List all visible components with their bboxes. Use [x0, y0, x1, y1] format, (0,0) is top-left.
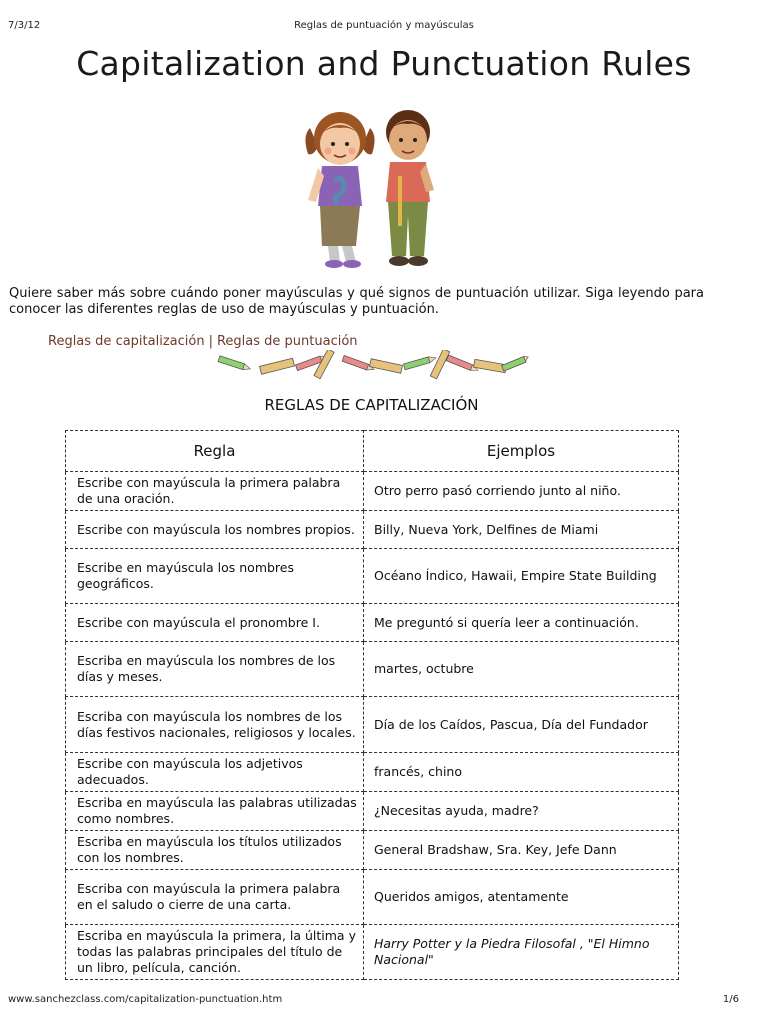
table-row — [66, 472, 679, 511]
table-header-row — [66, 431, 679, 472]
rule-cell: Escriba en mayúscula los títulos utilizados con los nombres. — [66, 831, 364, 870]
rule-cell: Escribe con mayúscula los adjetivos adecuados. — [66, 753, 364, 792]
section-links — [48, 334, 358, 349]
table-row — [66, 697, 679, 753]
example-cell: Día de los Caídos, Pascua, Día del Fundador — [364, 697, 679, 753]
rule-cell: Escribe con mayúscula los nombres propios. — [66, 511, 364, 549]
table-row — [66, 604, 679, 642]
pencil-ruler-divider — [214, 350, 530, 384]
table-row — [66, 511, 679, 549]
link-capitalization-rules[interactable]: Reglas de capitalización — [48, 334, 205, 349]
rule-cell: Escribe con mayúscula la primera palabra de una oración. — [66, 472, 364, 511]
table-row — [66, 753, 679, 792]
rule-cell: Escriba en mayúscula las palabras utilizadas como nombres. — [66, 792, 364, 831]
girl-figure — [305, 112, 374, 268]
intro-paragraph: Quiere saber más sobre cuándo poner mayúsculas y qué signos de puntuación utilizar. Siga leyendo para conocer las diferentes reglas de uso de mayúsculas y puntuación. — [9, 286, 704, 317]
banner-heading: Capitalization and Punctuation Rules — [76, 44, 692, 83]
example-cell: francés, chino — [364, 753, 679, 792]
example-cell: General Bradshaw, Sra. Key, Jefe Dann — [364, 831, 679, 870]
example-cell: ¿Necesitas ayuda, madre? — [364, 792, 679, 831]
capitalization-rules-table — [65, 430, 679, 980]
print-date: 7/3/12 — [8, 20, 41, 31]
rule-cell: Escriba en mayúscula la primera, la última y todas las palabras principales del título de un libro, película, canción. — [66, 925, 364, 980]
example-cell: Billy, Nueva York, Delfines de Miami — [364, 511, 679, 549]
table-row — [66, 549, 679, 604]
table-row — [66, 870, 679, 925]
print-page-number: 1/6 — [722, 994, 739, 1005]
rule-cell: Escriba en mayúscula los nombres de los días y meses. — [66, 642, 364, 697]
example-cell: Océano Índico, Hawaii, Empire State Building — [364, 549, 679, 604]
boy-figure — [386, 110, 434, 266]
print-url: www.sanchezclass.com/capitalization-punctuation.htm — [8, 994, 283, 1005]
print-page-title: Reglas de puntuación y mayúsculas — [294, 20, 474, 31]
example-cell: martes, octubre — [364, 642, 679, 697]
column-header-examples: Ejemplos — [364, 431, 679, 472]
example-cell: Me preguntó si quería leer a continuación. — [364, 604, 679, 642]
kids-illustration — [300, 106, 450, 278]
link-punctuation-rules[interactable]: Reglas de puntuación — [216, 334, 358, 349]
column-header-rule: Regla — [66, 431, 364, 472]
rule-cell: Escriba con mayúscula la primera palabra en el saludo o cierre de una carta. — [66, 870, 364, 925]
rule-cell: Escriba con mayúscula los nombres de los días festivos nacionales, religiosos y locales. — [66, 697, 364, 753]
section-title: REGLAS DE CAPITALIZACIÓN — [264, 396, 479, 414]
example-cell: Queridos amigos, atentamente — [364, 870, 679, 925]
table-row — [66, 642, 679, 697]
example-cell: Harry Potter y la Piedra Filosofal , "El Himno Nacional" — [364, 925, 679, 980]
example-cell: Otro perro pasó corriendo junto al niño. — [364, 472, 679, 511]
table-row — [66, 831, 679, 870]
table-row — [66, 792, 679, 831]
rule-cell: Escribe en mayúscula los nombres geográficos. — [66, 549, 364, 604]
rule-cell: Escribe con mayúscula el pronombre I. — [66, 604, 364, 642]
table-row — [66, 925, 679, 980]
link-separator: | — [208, 334, 213, 349]
